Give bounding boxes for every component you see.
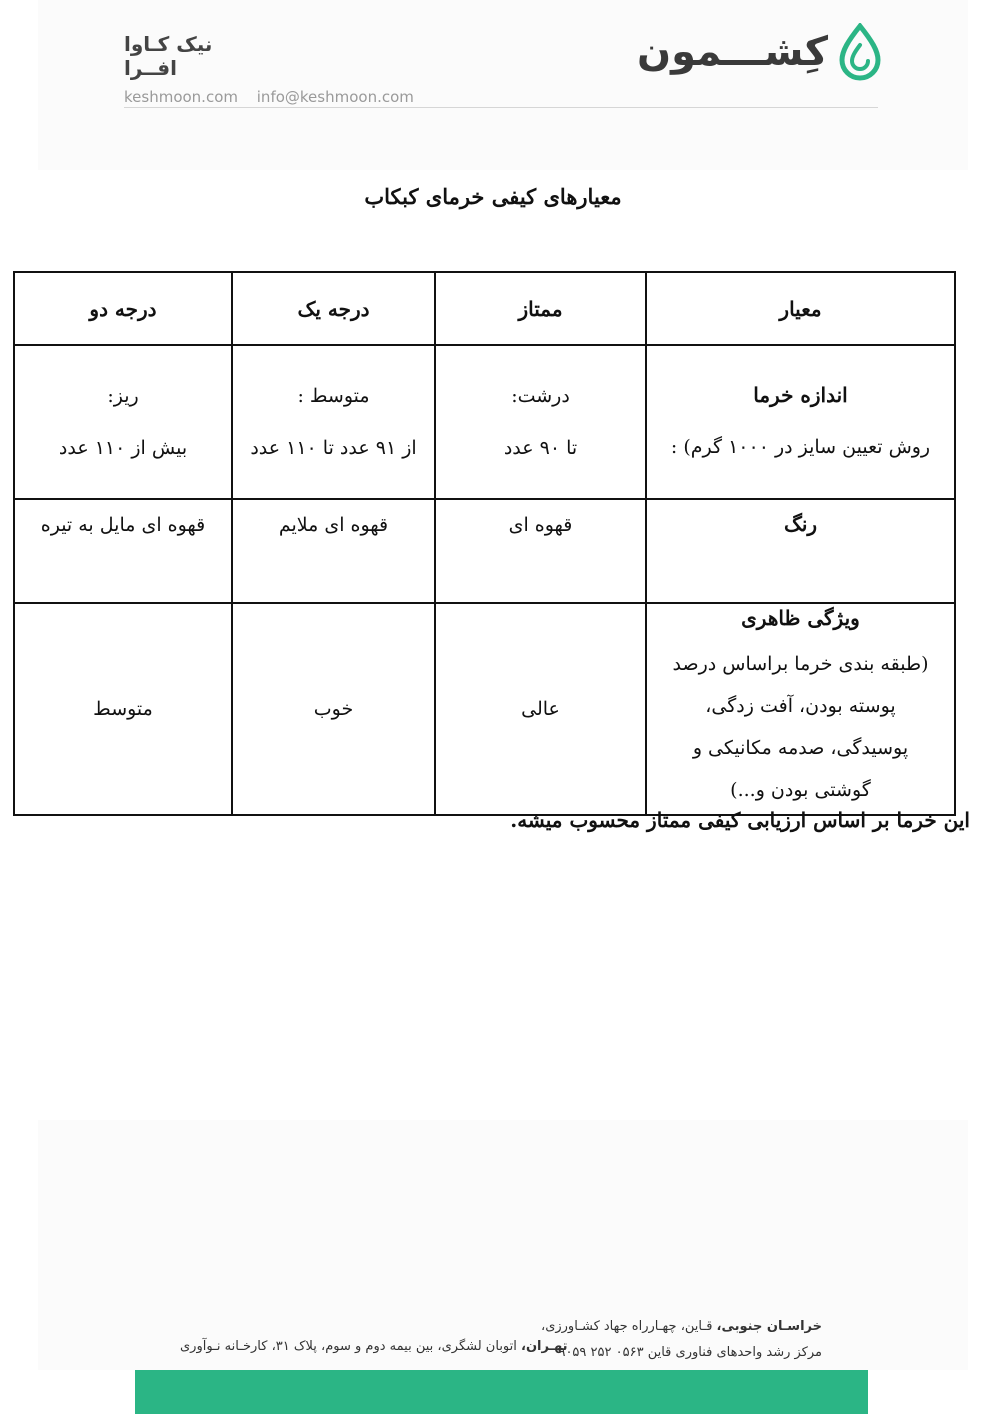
size-grade-two-label: ریز:	[107, 385, 139, 407]
footer-center-line: مرکز رشد واحدهای فناوری قاین ۰۵۶۳ ۲۵۲ ۹۰۵۹	[558, 1345, 822, 1360]
size-grade-two	[14, 345, 232, 499]
color-grade-one: قهوه ای ملایم	[232, 499, 435, 603]
footer-address-tehran	[180, 1339, 568, 1354]
size-grade-two-value: بیش از ۱۱۰ عدد	[58, 437, 188, 459]
website-link[interactable]: keshmoon.com	[124, 88, 238, 106]
size-grade-one	[232, 345, 435, 499]
company-contacts	[124, 88, 424, 106]
footer-address-khorasan	[541, 1314, 822, 1366]
appearance-grade-one: خوب	[232, 603, 435, 815]
footer-tehran-label: تهـران،	[521, 1339, 568, 1354]
criterion-color-title: رنگ	[783, 512, 818, 536]
criterion-size-desc: روش تعیین سایز در ۱۰۰۰ گرم) :	[670, 435, 931, 458]
footer-province-line	[541, 1314, 822, 1340]
header-divider	[124, 107, 878, 108]
color-excellent: قهوه ای	[435, 499, 646, 603]
brand-name: کِشـــمون	[636, 29, 828, 75]
size-excellent-value: تا ۹۰ عدد	[503, 437, 578, 459]
header-grade-one: درجه یک	[232, 272, 435, 345]
criterion-appearance-title: ویژگی ظاهری	[741, 606, 860, 631]
conclusion-text: این خرما بر اساس ارزیابی کیفی ممتاز محسوب میشه.	[510, 808, 970, 832]
color-grade-two: قهوه ای مایل به تیره	[14, 499, 232, 603]
company-name: نیک کـاوا افــرا	[124, 32, 213, 80]
footer-accent-bar	[135, 1370, 868, 1414]
footer-tehran-address: اتوبان لشگری، بین بیمه دوم و سوم، پلاک ۳۱، کارخـانه نـوآوری	[180, 1339, 522, 1354]
page-title: معیارهای کیفی خرمای کبکاب	[364, 184, 622, 209]
appearance-grade-two: متوسط	[14, 603, 232, 815]
footer-province-address: قـاین، چهـارراه جهاد کشـاورزی،	[541, 1319, 717, 1334]
criteria-table	[13, 271, 956, 816]
criterion-appearance-desc: (طبقه بندی خرما براساس درصد پوسته بودن، آفت زدگی، پوسیدگی، صدمه مکانیکی و گوشتی بودن و...)	[672, 653, 929, 801]
size-excellent-label: درشت:	[511, 385, 570, 407]
size-excellent	[435, 345, 646, 499]
header-excellent: ممتاز	[435, 272, 646, 345]
criterion-size-title: اندازه خرما	[753, 382, 848, 407]
table-header-row	[14, 272, 955, 345]
criterion-appearance	[646, 603, 955, 815]
criterion-size	[646, 345, 955, 499]
email-link[interactable]: info@keshmoon.com	[256, 88, 414, 106]
table-row-size	[14, 345, 955, 499]
header-criterion: معیار	[646, 272, 955, 345]
size-grade-one-label: متوسط :	[297, 385, 370, 407]
drop-logo-icon	[838, 23, 882, 81]
footer-background	[38, 1120, 968, 1370]
table-row-color	[14, 499, 955, 603]
footer-province-label: خراسـان جنوبی،	[716, 1319, 822, 1334]
company-info	[124, 32, 424, 106]
table-row-appearance	[14, 603, 955, 815]
size-grade-one-value: از ۹۱ عدد تا ۱۱۰ عدد	[250, 437, 417, 459]
appearance-excellent: عالی	[435, 603, 646, 815]
header-grade-two: درجه دو	[14, 272, 232, 345]
brand	[637, 22, 882, 82]
criterion-color	[646, 499, 955, 603]
